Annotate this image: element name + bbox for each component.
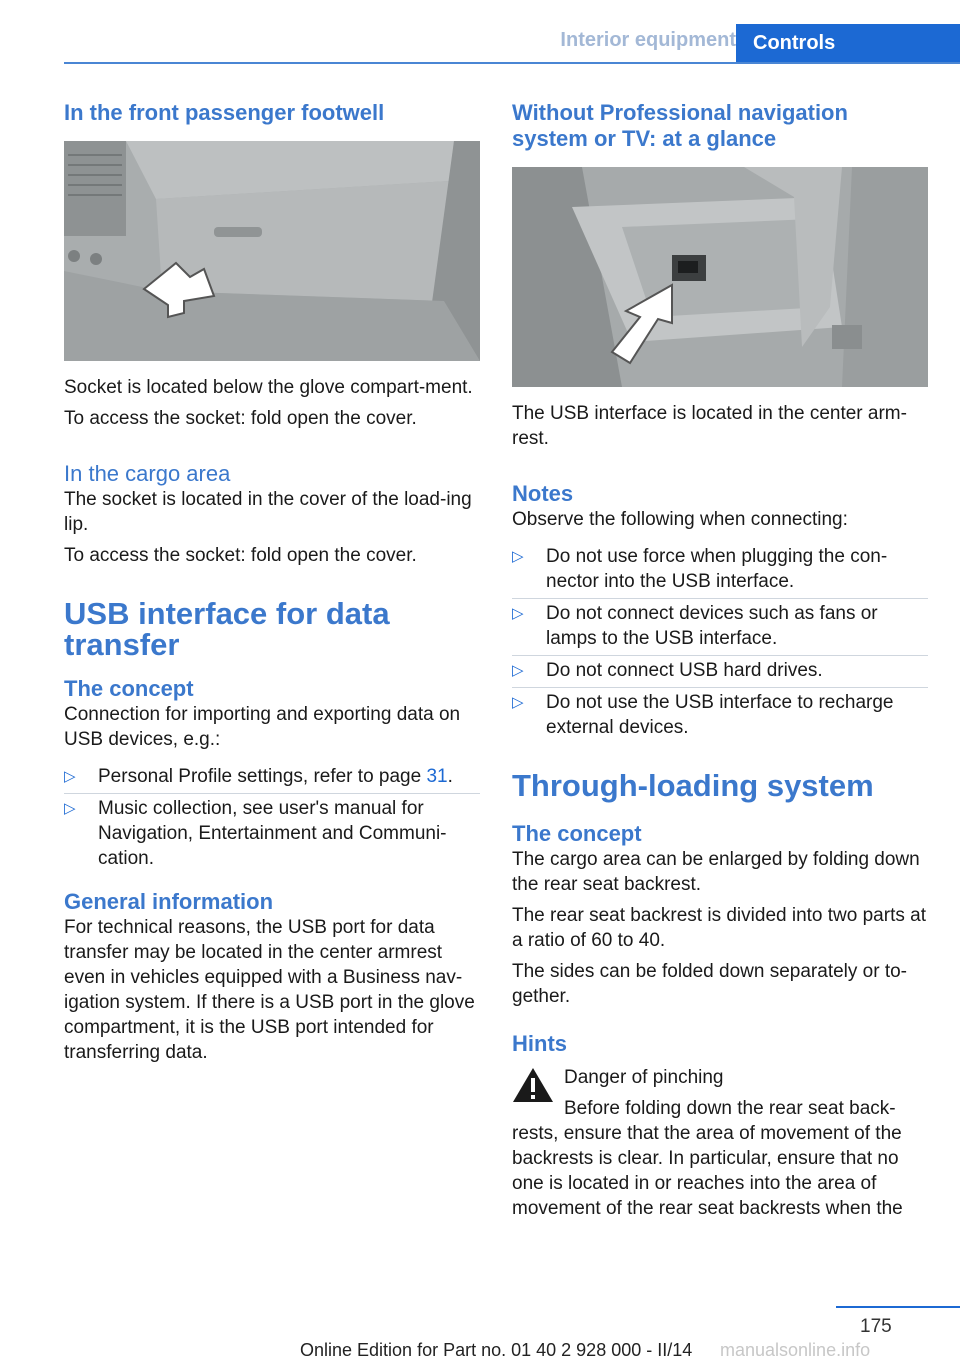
warning-triangle-icon: [512, 1067, 554, 1103]
footwell-photo: [64, 141, 480, 361]
armrest-illustration: [512, 167, 928, 387]
triangle-right-icon: ▷: [512, 662, 524, 679]
usb-uses-list: [64, 764, 480, 871]
warning-title: Danger of pinching: [564, 1067, 724, 1088]
page-header: [64, 24, 960, 64]
text-footwell-1: Socket is located below the glove compart-ment.: [64, 377, 473, 398]
triangle-right-icon: ▷: [512, 694, 524, 711]
heading-notes: Notes: [512, 481, 574, 506]
heading-hints: Hints: [512, 1031, 567, 1056]
triangle-right-icon: ▷: [64, 800, 76, 817]
page-link[interactable]: 31: [426, 766, 448, 787]
text-concept2-2: The rear seat backrest is divided into two parts at a ratio of 60 to 40.: [512, 905, 926, 951]
armrest-photo: [512, 167, 928, 387]
divider: [512, 655, 928, 656]
edition-text: Online Edition for Part no. 01 40 2 928 000 - II/14: [300, 1340, 693, 1360]
text-concept2-3: The sides can be folded down separately or to-gether.: [512, 961, 908, 1007]
list-item: [512, 544, 928, 594]
header-tab-controls: Controls: [736, 24, 960, 62]
list-item: [512, 690, 928, 740]
text-concept: Connection for importing and exporting data on USB devices, e.g.:: [64, 704, 461, 750]
right-column: [512, 100, 928, 1227]
list-item: [64, 764, 480, 789]
text-glance: The USB interface is located in the center arm-rest.: [512, 403, 907, 449]
text-concept2-1: The cargo area can be enlarged by folding down the rear seat backrest.: [512, 849, 920, 895]
bullet-text: Personal Profile settings, refer to page: [98, 766, 427, 787]
heading-concept-2: The concept: [512, 821, 642, 846]
warning-body: Before folding down the rear seat back-rests, ensure that the area of movement of the backrests is clear. In particular, ensure that no one is located in or reaches into the area of movement of the rear seat backrests when the: [512, 1098, 903, 1219]
warning-block: [512, 1065, 928, 1090]
text-cargo-1: The socket is located in the cover of the load-ing lip.: [64, 489, 472, 535]
heading-through-loading: Through-loading system: [512, 768, 874, 803]
left-column: [64, 100, 480, 1071]
footwell-illustration: [64, 141, 480, 361]
triangle-right-icon: ▷: [512, 605, 524, 622]
text-cargo-2: To access the socket: fold open the cover.: [64, 545, 417, 566]
heading-cargo: In the cargo area: [64, 461, 231, 486]
header-section-title: Interior equipment: [560, 29, 736, 51]
note-text: Do not connect devices such as fans or lamps to the USB interface.: [546, 603, 878, 649]
list-item: [64, 796, 480, 871]
page-number: 175: [860, 1316, 892, 1337]
heading-at-a-glance: Without Professional navigation system or TV: at a glance: [512, 100, 848, 151]
divider: [512, 598, 928, 599]
text-general: For technical reasons, the USB port for data transfer may be located in the center armrest even in vehicles equipped with a Business nav-igation system. If there is a USB port in the glove compartment, it is the USB port intended for transferring data.: [64, 917, 475, 1063]
note-text: Do not use the USB interface to recharge external devices.: [546, 692, 894, 738]
note-text: Do not use force when plugging the con-nector into the USB interface.: [546, 546, 888, 592]
heading-usb-interface: USB interface for data transfer: [64, 596, 390, 662]
note-text: Do not connect USB hard drives.: [546, 660, 823, 681]
bullet-text: Music collection, see user's manual for Navigation, Entertainment and Communi-cation.: [98, 798, 447, 869]
divider: [512, 687, 928, 688]
text-notes: Observe the following when connecting:: [512, 509, 848, 530]
notes-list: [512, 544, 928, 740]
divider: [64, 793, 480, 794]
heading-concept: The concept: [64, 676, 194, 701]
heading-footwell: In the front passenger footwell: [64, 100, 385, 125]
list-item: [512, 658, 928, 683]
text-footwell-2: To access the socket: fold open the cover.: [64, 408, 417, 429]
triangle-right-icon: ▷: [64, 768, 76, 785]
heading-general-information: General information: [64, 889, 274, 914]
warning-text: [512, 1096, 928, 1221]
watermark-text: manualsonline.info: [720, 1340, 871, 1360]
bullet-punct: .: [447, 766, 453, 787]
triangle-right-icon: ▷: [512, 548, 524, 565]
list-item: [512, 601, 928, 651]
footer-rule: [836, 1306, 960, 1308]
